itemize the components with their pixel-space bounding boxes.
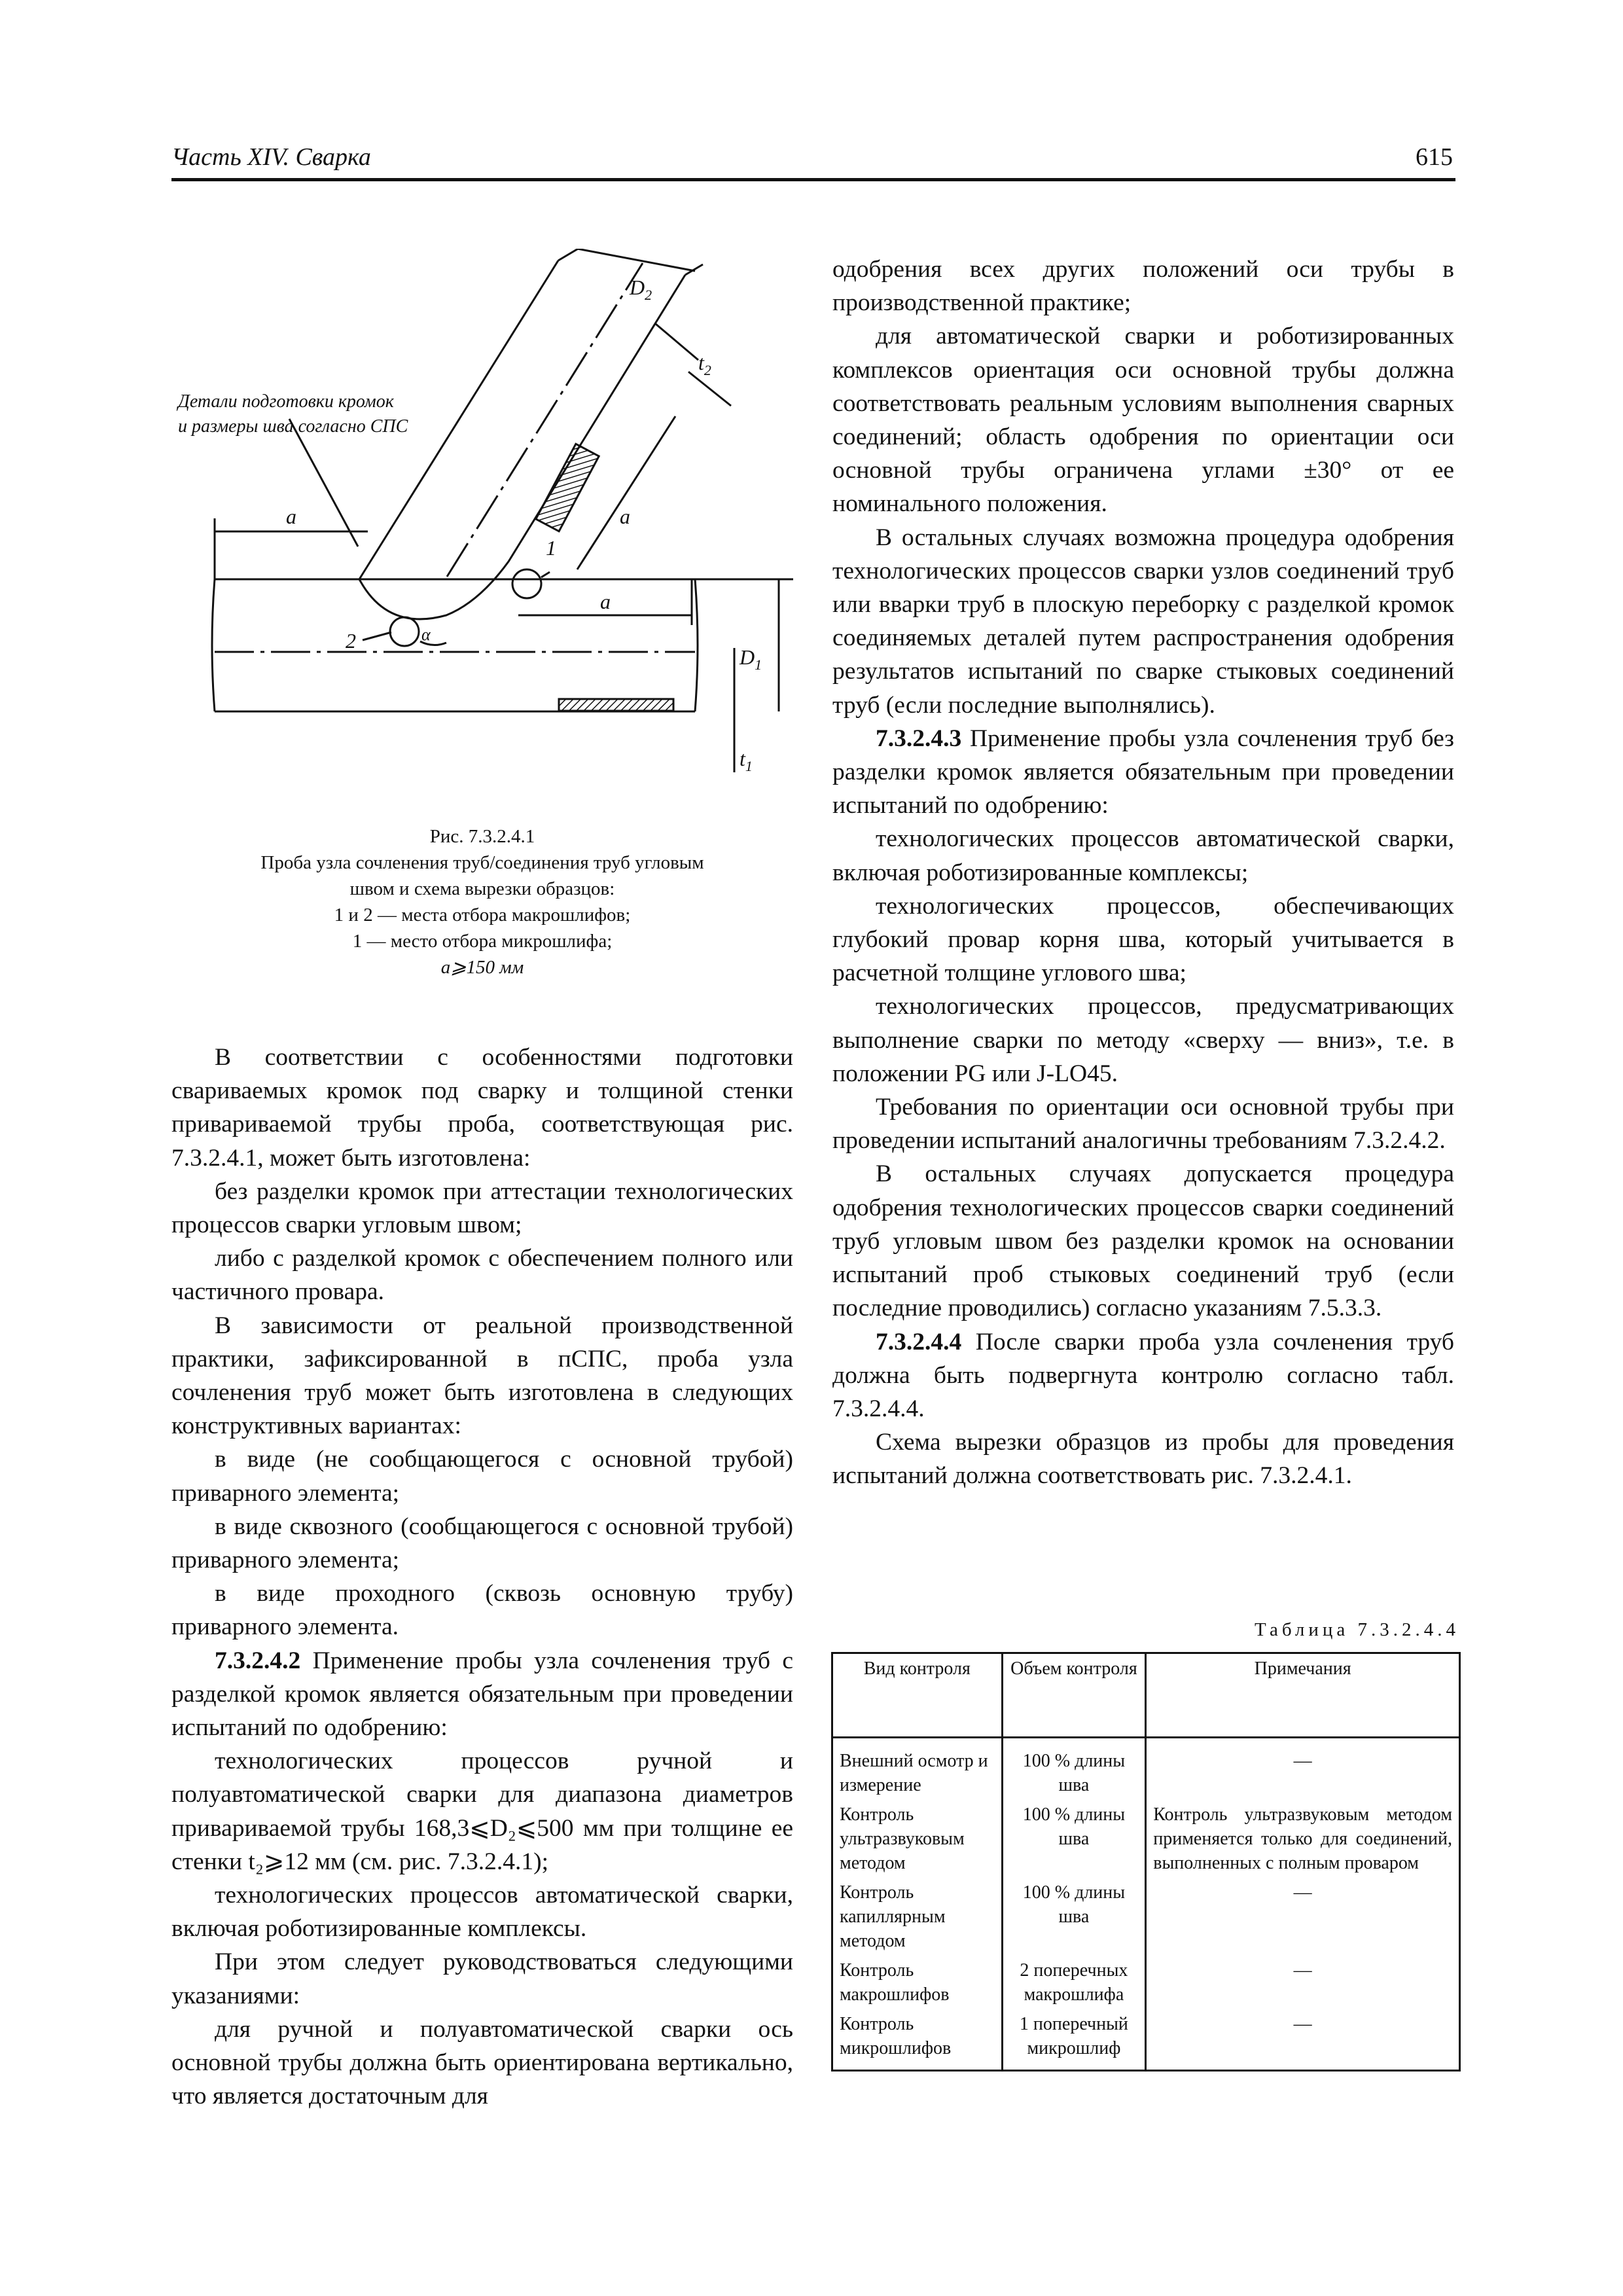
table-cell: 100 % длины шва	[1002, 1738, 1146, 1801]
table-cell: Контроль микрошлифов	[832, 2009, 1003, 2071]
caption-title-line1: Проба узла сочленения труб/соединения труб угловым	[260, 852, 704, 873]
section-7-3-2-4-3: 7.3.2.4.3 Применение пробы узла сочленения труб без разделки кромок является обязательным при проведении испытаний по одобрению:	[832, 725, 1454, 819]
table-header-row	[832, 1653, 1460, 1738]
paragraph: в виде проходного (сквозь основную трубу) приварного элемента.	[171, 1580, 793, 1641]
table-row	[832, 2009, 1460, 2071]
paragraph: в виде сквозного (сообщающегося с основной трубой) приварного элемента;	[171, 1513, 793, 1574]
paragraph: технологических процессов, предусматривающих выполнение сварки по методу «сверху — вниз», т.е. в положении PG или J-LO45.	[832, 993, 1454, 1087]
section-7-3-2-4-4: 7.3.2.4.4 После сварки проба узла сочленения труб должна быть подвергнута контролю согласно табл. 7.3.2.4.4.	[832, 1328, 1454, 1422]
t1-label: $t_1$	[740, 747, 753, 774]
table-cell: 100 % длины шва	[1002, 1878, 1146, 1956]
a-label-branch: a	[620, 505, 630, 528]
table-row	[832, 1800, 1460, 1878]
table-cell: Контроль ультразвуковым методом применяется только для соединений, выполненных с полным проваром	[1146, 1800, 1460, 1878]
table-cell: Контроль макрошлифов	[832, 1956, 1003, 2009]
caption-legend-1: 1 — место отбора микрошлифа;	[352, 931, 613, 952]
header-cell: Объем контроля	[1002, 1653, 1146, 1738]
header-cell: Примечания	[1146, 1653, 1460, 1738]
table-cell: Контроль ультразвуковым методом	[832, 1800, 1003, 1878]
section-number: 7.3.2.4.4	[876, 1328, 962, 1355]
a-label-right: a	[600, 590, 611, 613]
table-cell: 1 поперечный микрошлиф	[1002, 2009, 1146, 2071]
point-1-label: 1	[546, 536, 556, 560]
header-rule	[171, 178, 1455, 181]
table-row	[832, 1878, 1460, 1956]
d2-label: $D_2$	[630, 276, 652, 303]
left-column-text	[171, 1041, 793, 2113]
figure-caption	[171, 823, 793, 980]
t2-label: $t_2$	[698, 351, 711, 378]
header-cell: Вид контроля	[832, 1653, 1003, 1738]
table-title: Таблица 7.3.2.4.4	[1254, 1619, 1459, 1640]
caption-legend-a: a⩾150 мм	[440, 957, 524, 978]
paragraph: для автоматической сварки и роботизированных комплексов ориентация оси основной трубы должна соответствовать реальным условиям выполнения сварных соединений; область одобрения по ориентации оси основной трубы ограничена углами ±30° от ее номинального положения.	[832, 323, 1454, 518]
table-cell: —	[1146, 1956, 1460, 2009]
paragraph: В остальных случаях допускается процедура одобрения технологических процессов сварки соединений труб угловым швом без разделки кромок на основании испытаний проб стыковых соединений труб (если последние проводились) согласно указаниям 7.5.3.3.	[832, 1160, 1454, 1322]
caption-legend-1-2: 1 и 2 — места отбора макрошлифов;	[334, 905, 631, 925]
pipe-joint-drawing	[171, 249, 793, 792]
table-row	[832, 1738, 1460, 1801]
right-column-text	[832, 253, 1454, 1493]
paragraph: технологических процессов, обеспечивающих глубокий провар корня шва, который учитывается в расчетной толщине углового шва;	[832, 892, 1454, 987]
header-part-title: Часть XIV. Сварка	[171, 143, 371, 171]
paragraph: В остальных случаях возможна процедура одобрения технологических процессов сварки узлов соединений труб или вварки труб в плоскую переборку с разделкой кромок соединяемых деталей путем распространения одобрения результатов испытаний по сварке стыковых соединений труб (если последние выполнялись).	[832, 524, 1454, 719]
paragraph: одобрения всех других положений оси трубы в производственной практике;	[832, 256, 1454, 317]
paragraph: При этом следует руководствоваться следующими указаниями:	[171, 1948, 793, 2009]
table-cell: —	[1146, 1878, 1460, 1956]
figure-pipe-joint	[171, 249, 793, 792]
paragraph: технологических процессов ручной и полуавтоматической сварки для диапазона диаметров привариваемой трубы 168,3⩽D₂⩽500 мм при толщине ее стенки t₂⩾12 мм (см. рис. 7.3.2.4.1);	[171, 1748, 793, 1875]
paragraph: Схема вырезки образцов из пробы для проведения испытаний должна соответствовать рис. 7.3.2.4.1.	[832, 1429, 1454, 1490]
paragraph: Требования по ориентации оси основной трубы при проведении испытаний аналогичны требованиям 7.3.2.4.2.	[832, 1094, 1454, 1155]
paragraph: технологических процессов автоматической сварки, включая роботизированные комплексы;	[832, 825, 1454, 886]
paragraph: без разделки кромок при аттестации технологических процессов сварки угловым швом;	[171, 1177, 793, 1239]
caption-figure-number: Рис. 7.3.2.4.1	[429, 826, 535, 847]
table-cell: Внешний осмотр и измерение	[832, 1738, 1003, 1801]
table-cell: 100 % длины шва	[1002, 1800, 1146, 1878]
a-label-left: a	[286, 505, 296, 528]
table-cell: Контроль капиллярным методом	[832, 1878, 1003, 1956]
page-number: 615	[1416, 143, 1453, 171]
section-number: 7.3.2.4.2	[215, 1647, 301, 1674]
paragraph: в виде (не сообщающегося с основной трубой) приварного элемента;	[171, 1446, 793, 1507]
table-cell: —	[1146, 2009, 1460, 2071]
d1-label: $D_1$	[740, 645, 762, 673]
control-table	[831, 1652, 1461, 2072]
table-cell: —	[1146, 1738, 1460, 1801]
section-number: 7.3.2.4.3	[876, 725, 962, 752]
paragraph: В соответствии с особенностями подготовки свариваемых кромок под сварку и толщиной стенки привариваемой трубы проба, соответствующая рис. 7.3.2.4.1, может быть изготовлена:	[171, 1044, 793, 1172]
paragraph: для ручной и полуавтоматической сварки ось основной трубы должна быть ориентирована вертикально, что является достаточным для	[171, 2015, 793, 2110]
paragraph: В зависимости от реальной производственной практики, зафиксированной в пСПС, проба узла сочленения труб может быть изготовлена в следующих конструктивных вариантах:	[171, 1312, 793, 1440]
running-header	[171, 139, 1455, 179]
paragraph: технологических процессов автоматической сварки, включая роботизированные комплексы.	[171, 1882, 793, 1943]
point-2-label: 2	[346, 629, 356, 653]
alpha-label: α	[421, 625, 431, 644]
paragraph: либо с разделкой кромок с обеспечением полного или частичного провара.	[171, 1245, 793, 1306]
section-7-3-2-4-2: 7.3.2.4.2 Применение пробы узла сочленения труб с разделкой кромок является обязательным при проведении испытаний по одобрению:	[171, 1647, 793, 1742]
caption-title-line2: швом и схема вырезки образцов:	[349, 878, 615, 899]
table-row	[832, 1956, 1460, 2009]
figure-note: Детали подготовки кромок и размеры шва согласно СПС	[178, 391, 408, 437]
table-cell: 2 поперечных макрошлифа	[1002, 1956, 1146, 2009]
